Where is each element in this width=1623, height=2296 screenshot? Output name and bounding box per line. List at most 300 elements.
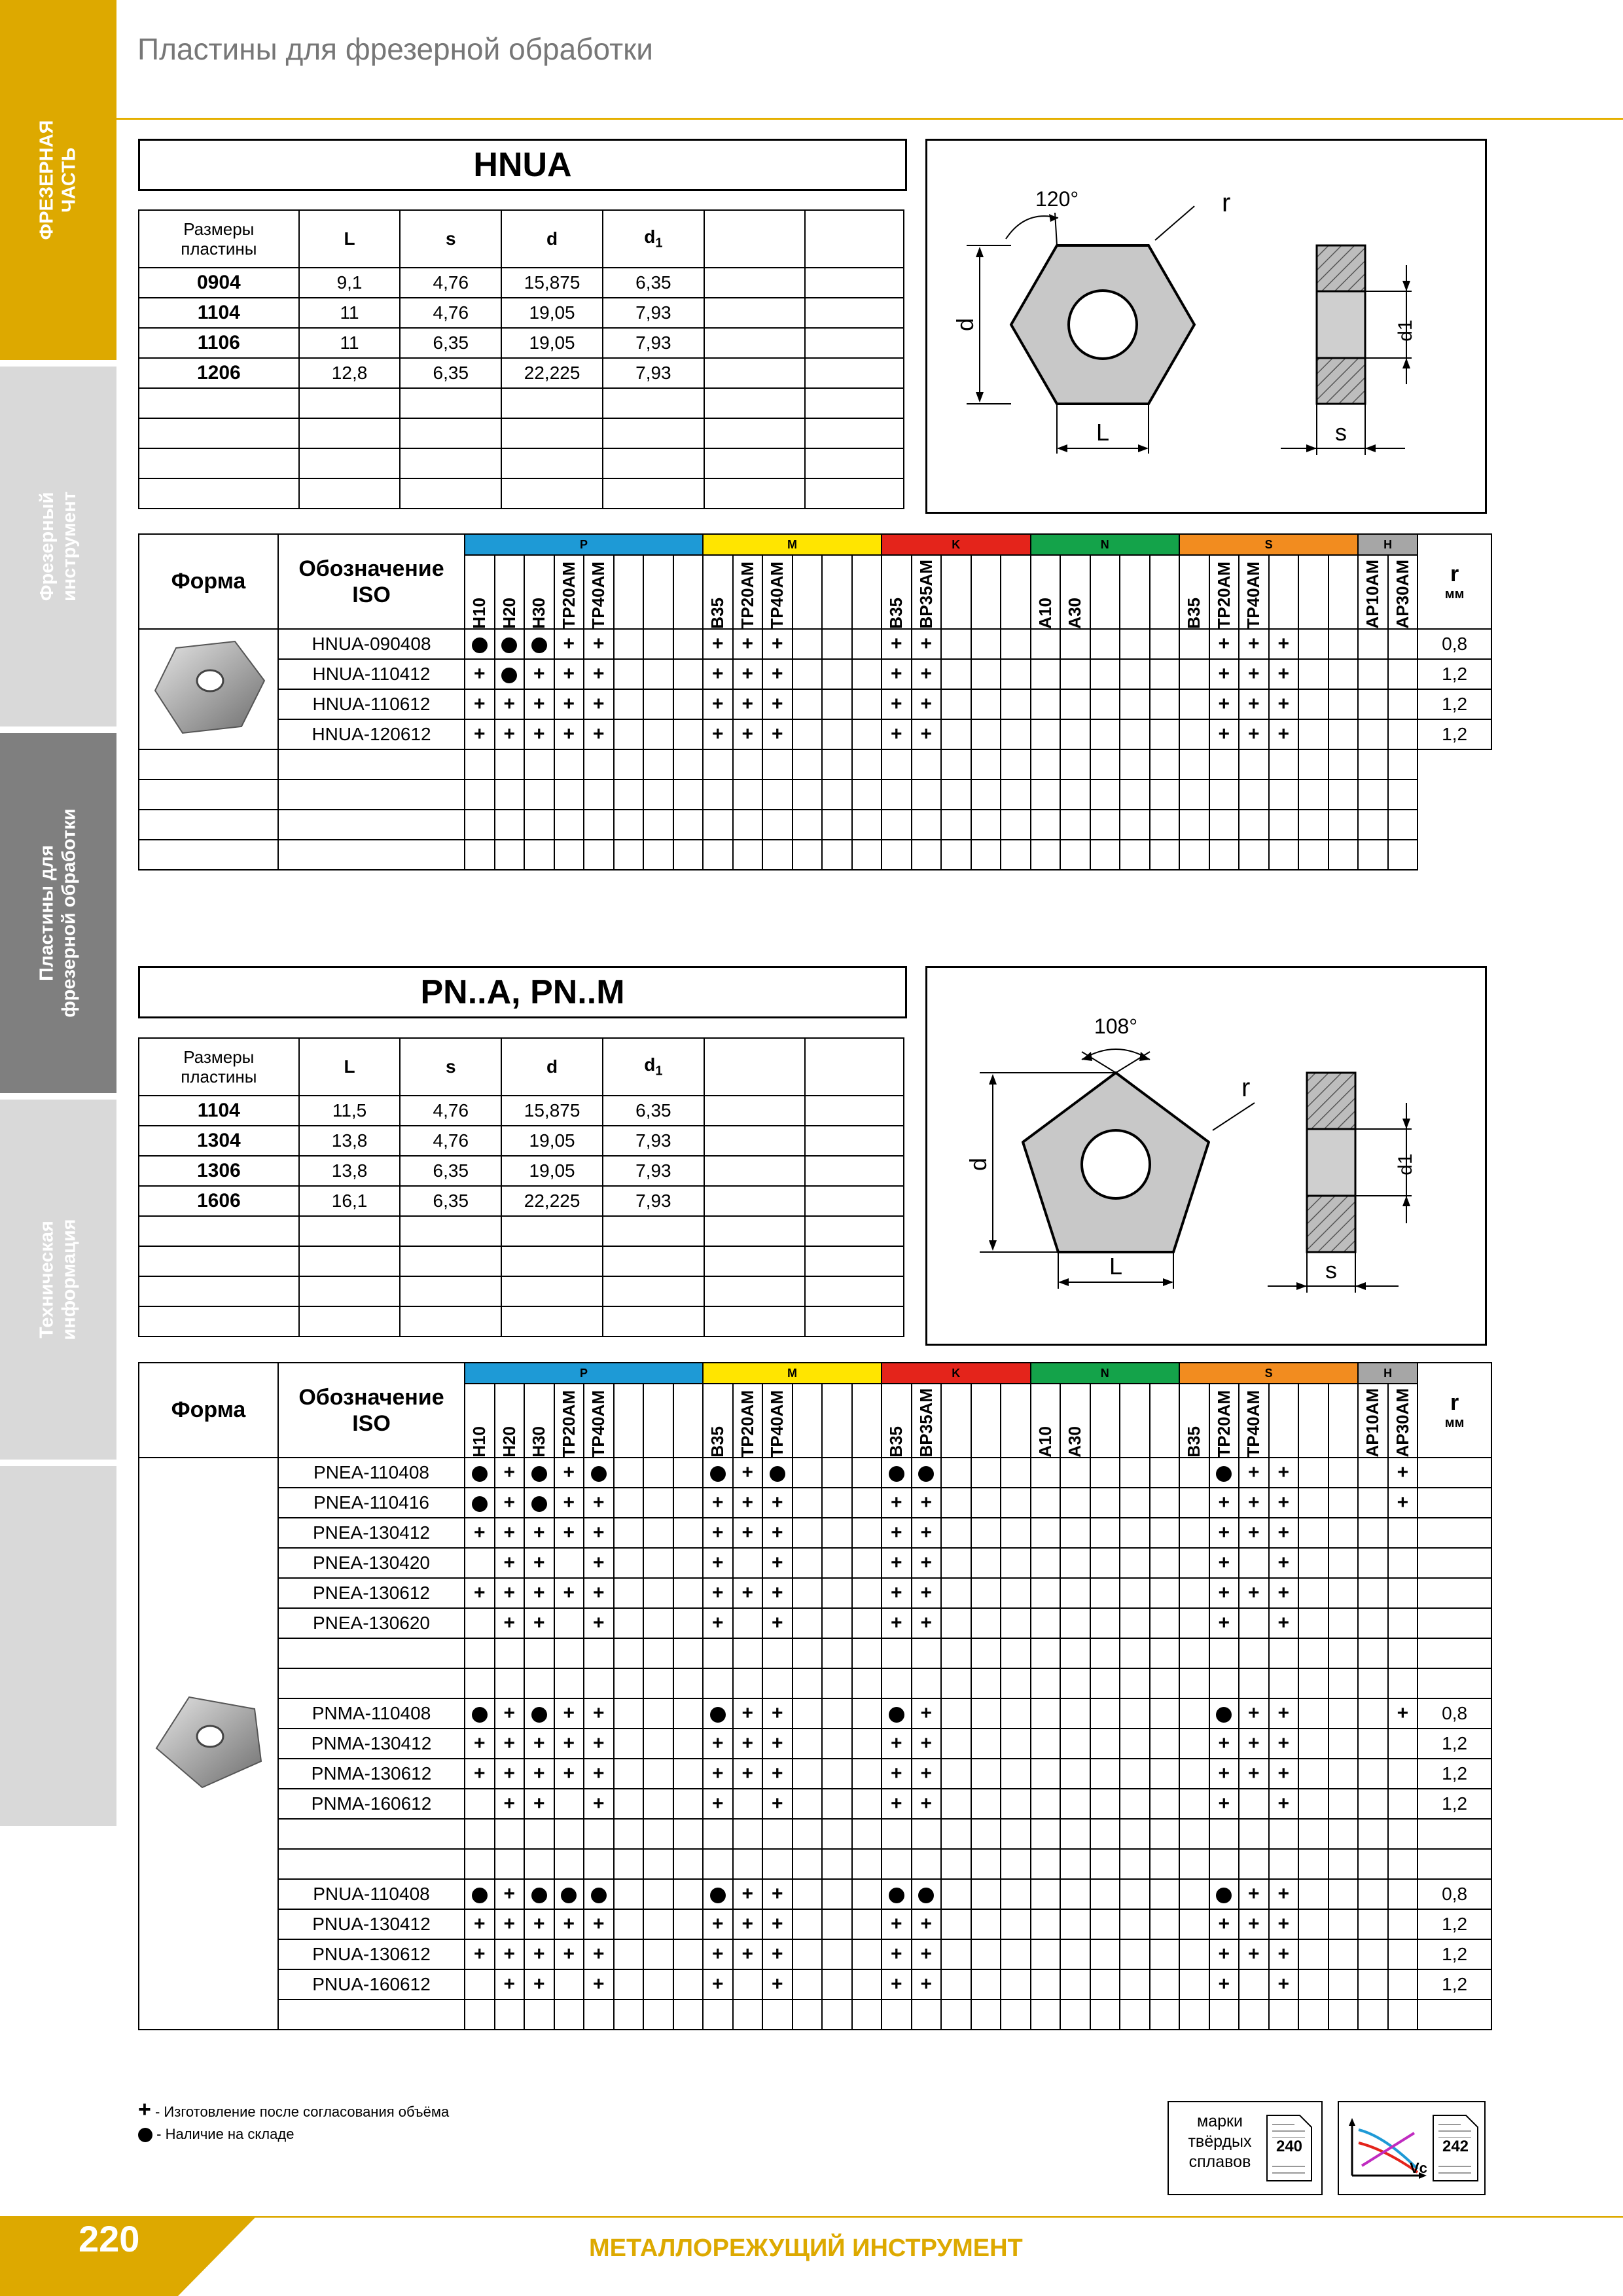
availability-cell xyxy=(554,1518,584,1548)
empty-cell xyxy=(733,840,763,870)
availability-cell xyxy=(465,1668,495,1698)
empty-cell xyxy=(793,840,823,870)
availability-cell xyxy=(882,1668,912,1698)
plus-icon: + xyxy=(891,1612,902,1634)
stock-dot-icon xyxy=(472,1466,488,1482)
grade-col-header xyxy=(614,555,644,629)
availability-cell xyxy=(524,689,554,719)
availability-cell xyxy=(1388,659,1418,689)
empty-cell xyxy=(299,388,401,418)
grade-col-header xyxy=(941,555,971,629)
size-row xyxy=(139,388,904,418)
legend-plus-text: - Изготовление после согласования объёма xyxy=(154,2104,450,2120)
empty-cell xyxy=(733,780,763,810)
availability-cell xyxy=(762,1849,793,1879)
plus-icon: + xyxy=(920,1702,933,1725)
availability-cell xyxy=(524,659,554,689)
availability-cell xyxy=(762,1789,793,1819)
availability-cell xyxy=(584,1668,614,1698)
empty-cell xyxy=(1388,780,1418,810)
empty-cell xyxy=(501,388,603,418)
availability-cell xyxy=(1179,1759,1209,1789)
material-group-P: P xyxy=(465,1363,703,1384)
empty-cell xyxy=(805,1126,904,1156)
availability-cell xyxy=(882,1488,912,1518)
size-row xyxy=(139,418,904,448)
availability-cell xyxy=(733,1909,763,1939)
availability-cell xyxy=(733,1668,763,1698)
vc-label: Vc xyxy=(1410,2160,1427,2176)
size-col-d: d xyxy=(501,210,603,268)
empty-cell xyxy=(1329,749,1359,780)
availability-cell xyxy=(465,1939,495,1969)
availability-cell xyxy=(1209,1488,1240,1518)
availability-cell xyxy=(1269,2000,1299,2030)
empty-cell xyxy=(278,749,465,780)
availability-cell xyxy=(1090,1939,1120,1969)
availability-cell xyxy=(643,1729,673,1759)
availability-cell xyxy=(584,1789,614,1819)
plus-icon: + xyxy=(920,663,933,685)
grade-col-header xyxy=(554,555,584,629)
availability-cell xyxy=(762,1698,793,1729)
availability-cell xyxy=(1090,1849,1120,1879)
grade-name: H10 xyxy=(469,597,490,629)
availability-cell xyxy=(793,1909,823,1939)
empty-cell xyxy=(673,840,704,870)
plus-icon: + xyxy=(473,1522,486,1544)
sidebar-tab-3[interactable] xyxy=(0,1100,116,1460)
empty-cell xyxy=(554,749,584,780)
availability-cell xyxy=(1179,1518,1209,1548)
availability-cell xyxy=(524,1849,554,1879)
availability-cell xyxy=(1179,1909,1209,1939)
plus-icon: + xyxy=(891,1763,902,1785)
availability-cell xyxy=(643,1698,673,1729)
availability-cell xyxy=(703,1668,733,1698)
insert-designation: PNUA-130612 xyxy=(278,1939,465,1969)
availability-cell xyxy=(1150,1879,1180,1909)
availability-cell xyxy=(1001,1849,1031,1879)
availability-cell xyxy=(852,1488,882,1518)
ref-carbide-grades[interactable] xyxy=(1168,2101,1323,2195)
availability-cell xyxy=(1031,1548,1061,1578)
ref-cutting-speed[interactable] xyxy=(1338,2101,1486,2195)
availability-cell xyxy=(1090,1668,1120,1698)
empty-cell xyxy=(643,780,673,810)
availability-cell xyxy=(1388,1759,1418,1789)
empty-cell xyxy=(1388,749,1418,780)
availability-cell xyxy=(465,1819,495,1849)
availability-cell xyxy=(554,1969,584,2000)
empty-cell xyxy=(501,418,603,448)
empty-cell xyxy=(1388,840,1418,870)
availability-cell xyxy=(1209,1969,1240,2000)
plus-icon: + xyxy=(1277,1793,1290,1815)
availability-cell xyxy=(912,1939,942,1969)
stock-dot-icon xyxy=(472,1888,488,1903)
availability-cell xyxy=(1358,1518,1388,1548)
availability-cell xyxy=(1090,1548,1120,1578)
availability-cell xyxy=(793,1548,823,1578)
grade-col-header xyxy=(822,555,852,629)
availability-cell xyxy=(1090,1909,1120,1939)
availability-cell xyxy=(882,1608,912,1638)
availability-cell xyxy=(1150,1939,1180,1969)
plus-icon: + xyxy=(1248,663,1260,685)
availability-cell xyxy=(1090,1819,1120,1849)
grade-col-header xyxy=(1269,1384,1299,1458)
size-col-s: s xyxy=(400,1038,501,1096)
size-value-s: 6,35 xyxy=(400,358,501,388)
empty-cell xyxy=(673,749,704,780)
availability-cell xyxy=(584,1879,614,1909)
r-unit: мм xyxy=(1444,1415,1465,1430)
d1-label: d1 xyxy=(1395,319,1416,342)
availability-cell xyxy=(1179,1638,1209,1668)
availability-cell xyxy=(1001,1578,1031,1608)
availability-cell xyxy=(1358,1488,1388,1518)
plus-icon: + xyxy=(712,1763,724,1785)
availability-cell xyxy=(554,1819,584,1849)
grade-name: H10 xyxy=(469,1426,490,1458)
availability-cell xyxy=(1060,629,1090,659)
size-header-label: Размеры пластины xyxy=(139,210,299,268)
availability-cell xyxy=(673,1969,704,2000)
availability-cell xyxy=(733,1879,763,1909)
plus-icon: + xyxy=(1218,663,1230,685)
availability-cell xyxy=(554,1939,584,1969)
grade-col-header xyxy=(1120,1384,1150,1458)
sidebar-tab-2[interactable] xyxy=(0,733,116,1093)
grade-row xyxy=(139,1789,1491,1819)
availability-cell xyxy=(971,629,1001,659)
empty-cell xyxy=(1388,810,1418,840)
plus-icon: + xyxy=(1277,723,1290,745)
availability-cell xyxy=(733,1488,763,1518)
availability-cell xyxy=(524,719,554,749)
availability-cell xyxy=(912,1608,942,1638)
availability-cell xyxy=(554,1789,584,1819)
pentagon-insert-drawing xyxy=(927,968,1485,1344)
availability-cell xyxy=(584,659,614,689)
availability-cell xyxy=(762,1969,793,2000)
availability-cell xyxy=(1269,1488,1299,1518)
plus-icon: + xyxy=(533,1913,545,1935)
availability-cell xyxy=(1001,1548,1031,1578)
insert-designation: PNEA-130612 xyxy=(278,1578,465,1608)
grade-name: A10 xyxy=(1035,1426,1055,1458)
size-col-d: d xyxy=(501,1038,603,1096)
availability-cell xyxy=(1388,1518,1418,1548)
plus-icon: + xyxy=(920,1612,933,1634)
empty-cell xyxy=(400,1216,501,1246)
empty-cell xyxy=(1120,780,1150,810)
availability-cell xyxy=(912,659,942,689)
s-label: s xyxy=(1325,1257,1337,1283)
availability-cell xyxy=(912,1849,942,1879)
plus-icon: + xyxy=(712,693,724,715)
size-row xyxy=(139,1306,904,1336)
availability-cell xyxy=(1060,1578,1090,1608)
availability-cell xyxy=(1239,1488,1269,1518)
availability-cell xyxy=(1329,1939,1359,1969)
availability-cell xyxy=(1388,1819,1418,1849)
empty-cell xyxy=(1329,780,1359,810)
availability-cell xyxy=(733,1698,763,1729)
availability-cell xyxy=(465,1458,495,1488)
empty-cell xyxy=(614,840,644,870)
availability-cell xyxy=(1120,2000,1150,2030)
availability-cell xyxy=(1269,659,1299,689)
size-row xyxy=(139,1186,904,1216)
plus-icon: + xyxy=(592,1582,605,1604)
availability-cell xyxy=(673,629,704,659)
availability-cell xyxy=(1209,719,1240,749)
empty-cell xyxy=(733,749,763,780)
availability-cell xyxy=(793,1488,823,1518)
availability-cell xyxy=(1358,1969,1388,2000)
availability-cell xyxy=(1120,1608,1150,1638)
availability-cell xyxy=(1388,1969,1418,2000)
size-row xyxy=(139,1126,904,1156)
empty-cell xyxy=(584,780,614,810)
availability-cell xyxy=(554,1759,584,1789)
availability-cell xyxy=(614,1548,644,1578)
plus-icon: + xyxy=(563,663,575,685)
availability-cell xyxy=(1001,1969,1031,2000)
empty-cell xyxy=(971,749,1001,780)
availability-cell xyxy=(1150,1729,1180,1759)
plus-icon: + xyxy=(1248,693,1260,715)
grade-name: TP20AM xyxy=(558,561,579,629)
availability-cell xyxy=(524,1879,554,1909)
availability-cell xyxy=(1388,1488,1418,1518)
size-row xyxy=(139,1246,904,1276)
availability-cell xyxy=(703,1819,733,1849)
ref-carbide-label: марки твёрдых сплавов xyxy=(1188,2112,1252,2171)
plus-icon: + xyxy=(473,663,486,685)
availability-cell xyxy=(941,1879,971,1909)
availability-cell xyxy=(793,719,823,749)
page-number: 220 xyxy=(79,2218,140,2259)
empty-cell xyxy=(1031,780,1061,810)
plus-icon: + xyxy=(920,1582,933,1604)
availability-cell xyxy=(793,1698,823,1729)
grade-row xyxy=(139,1638,1491,1668)
availability-cell xyxy=(1298,689,1329,719)
availability-cell xyxy=(465,1518,495,1548)
availability-cell xyxy=(1388,1548,1418,1578)
empty-cell xyxy=(805,1246,904,1276)
availability-cell xyxy=(673,1608,704,1638)
availability-cell xyxy=(793,629,823,659)
plus-icon: + xyxy=(712,1612,724,1634)
plus-icon: + xyxy=(592,1552,605,1574)
availability-cell xyxy=(733,629,763,659)
empty-cell xyxy=(762,780,793,810)
availability-cell xyxy=(1239,2000,1269,2030)
availability-cell xyxy=(1209,1458,1240,1488)
availability-cell xyxy=(1209,2000,1240,2030)
availability-cell xyxy=(1239,1548,1269,1578)
sidebar-tab-1[interactable] xyxy=(0,367,116,726)
empty-cell xyxy=(603,1246,704,1276)
availability-cell xyxy=(1001,1518,1031,1548)
grade-name: B35 xyxy=(1184,597,1204,629)
availability-cell xyxy=(1031,1909,1061,1939)
availability-cell xyxy=(793,689,823,719)
empty-cell xyxy=(554,810,584,840)
size-value-s: 4,76 xyxy=(400,268,501,298)
empty-cell xyxy=(1298,840,1329,870)
availability-cell xyxy=(1209,1939,1240,1969)
availability-cell xyxy=(1060,659,1090,689)
availability-cell xyxy=(465,1849,495,1879)
availability-cell xyxy=(762,1759,793,1789)
availability-cell xyxy=(1060,719,1090,749)
availability-cell xyxy=(882,1759,912,1789)
size-row xyxy=(139,1276,904,1306)
availability-cell xyxy=(554,719,584,749)
grade-col-header xyxy=(793,1384,823,1458)
size-col-d1: $d_1$ xyxy=(603,1038,704,1096)
size-value-L: 11 xyxy=(299,298,401,328)
sidebar-tab-4[interactable] xyxy=(0,1466,116,1826)
availability-cell xyxy=(1388,719,1418,749)
availability-cell xyxy=(852,629,882,659)
size-value-d1: 7,93 xyxy=(603,1126,704,1156)
plus-icon: + xyxy=(1218,1612,1230,1634)
plus-icon: + xyxy=(563,1763,575,1785)
plus-icon: + xyxy=(503,1913,516,1935)
availability-cell xyxy=(882,689,912,719)
empty-cell xyxy=(614,780,644,810)
stock-dot-icon xyxy=(138,2128,152,2142)
availability-cell xyxy=(1239,1819,1269,1849)
availability-cell xyxy=(1090,719,1120,749)
sidebar-tab-0[interactable] xyxy=(0,0,116,360)
availability-cell xyxy=(584,1759,614,1789)
empty-cell xyxy=(501,448,603,478)
grade-col-header xyxy=(733,555,763,629)
availability-cell xyxy=(971,1548,1001,1578)
empty-cell xyxy=(465,840,495,870)
availability-cell xyxy=(822,629,852,659)
plus-icon: + xyxy=(1397,1492,1409,1514)
plus-icon: + xyxy=(503,1582,516,1604)
availability-cell xyxy=(941,1668,971,1698)
empty-cell xyxy=(822,780,852,810)
empty-cell xyxy=(805,478,904,509)
grade-col-header xyxy=(852,1384,882,1458)
availability-cell xyxy=(1388,1578,1418,1608)
availability-cell xyxy=(703,1849,733,1879)
availability-cell xyxy=(1269,1819,1299,1849)
empty-cell xyxy=(1001,810,1031,840)
availability-cell xyxy=(614,1729,644,1759)
size-table-hnua xyxy=(138,209,904,509)
availability-cell xyxy=(614,1819,644,1849)
empty-cell xyxy=(703,810,733,840)
empty-cell xyxy=(805,1216,904,1246)
availability-cell xyxy=(495,1698,525,1729)
grade-col-header xyxy=(673,555,704,629)
availability-cell xyxy=(643,1789,673,1819)
availability-cell xyxy=(495,1729,525,1759)
plus-icon: + xyxy=(1277,693,1290,715)
plus-icon: + xyxy=(1218,1763,1230,1785)
empty-cell xyxy=(495,749,525,780)
plus-icon: + xyxy=(533,1582,545,1604)
radius-label: r xyxy=(1222,188,1231,217)
availability-cell xyxy=(1031,629,1061,659)
hexagon-insert-photo xyxy=(150,635,268,740)
empty-cell xyxy=(1031,840,1061,870)
plus-icon: + xyxy=(1218,693,1230,715)
availability-cell xyxy=(495,1969,525,2000)
material-group-S: S xyxy=(1179,1363,1358,1384)
plus-icon: + xyxy=(891,663,902,685)
availability-cell xyxy=(971,689,1001,719)
availability-cell xyxy=(1001,1759,1031,1789)
availability-cell xyxy=(1269,1939,1299,1969)
availability-cell xyxy=(882,1548,912,1578)
empty-cell xyxy=(139,388,299,418)
availability-cell xyxy=(822,689,852,719)
plus-icon: + xyxy=(563,1943,575,1965)
plus-icon: + xyxy=(1248,1943,1260,1965)
size-col-L: L xyxy=(299,1038,401,1096)
availability-cell xyxy=(1001,1488,1031,1518)
availability-cell xyxy=(554,629,584,659)
availability-cell xyxy=(643,1578,673,1608)
availability-cell xyxy=(1120,1729,1150,1759)
availability-cell xyxy=(1358,1729,1388,1759)
availability-cell xyxy=(703,1759,733,1789)
empty-cell xyxy=(584,840,614,870)
availability-cell xyxy=(882,659,912,689)
empty-cell xyxy=(278,840,465,870)
availability-cell xyxy=(1031,1789,1061,1819)
empty-cell xyxy=(603,478,704,509)
availability-cell xyxy=(1388,2000,1418,2030)
empty-cell xyxy=(1120,749,1150,780)
availability-cell xyxy=(1239,1729,1269,1759)
availability-cell xyxy=(643,1608,673,1638)
availability-cell xyxy=(1179,719,1209,749)
availability-cell xyxy=(971,1759,1001,1789)
stock-dot-icon xyxy=(710,1888,726,1903)
plus-icon: + xyxy=(503,1522,516,1544)
availability-cell xyxy=(733,1578,763,1608)
size-row xyxy=(139,1156,904,1186)
availability-cell xyxy=(912,1789,942,1819)
empty-cell xyxy=(400,1246,501,1276)
empty-cell xyxy=(704,1156,806,1186)
plus-icon: + xyxy=(891,1582,902,1604)
availability-cell xyxy=(614,1608,644,1638)
availability-cell xyxy=(703,1518,733,1548)
availability-cell xyxy=(1358,1608,1388,1638)
availability-cell xyxy=(1090,659,1120,689)
empty-cell xyxy=(805,1156,904,1186)
empty-cell xyxy=(1209,810,1240,840)
insert-designation: PNEA-130412 xyxy=(278,1518,465,1548)
availability-cell xyxy=(524,1668,554,1698)
page-title: Пластины для фрезерной обработки xyxy=(137,32,653,66)
ref-page-number: 242 xyxy=(1435,2138,1476,2156)
